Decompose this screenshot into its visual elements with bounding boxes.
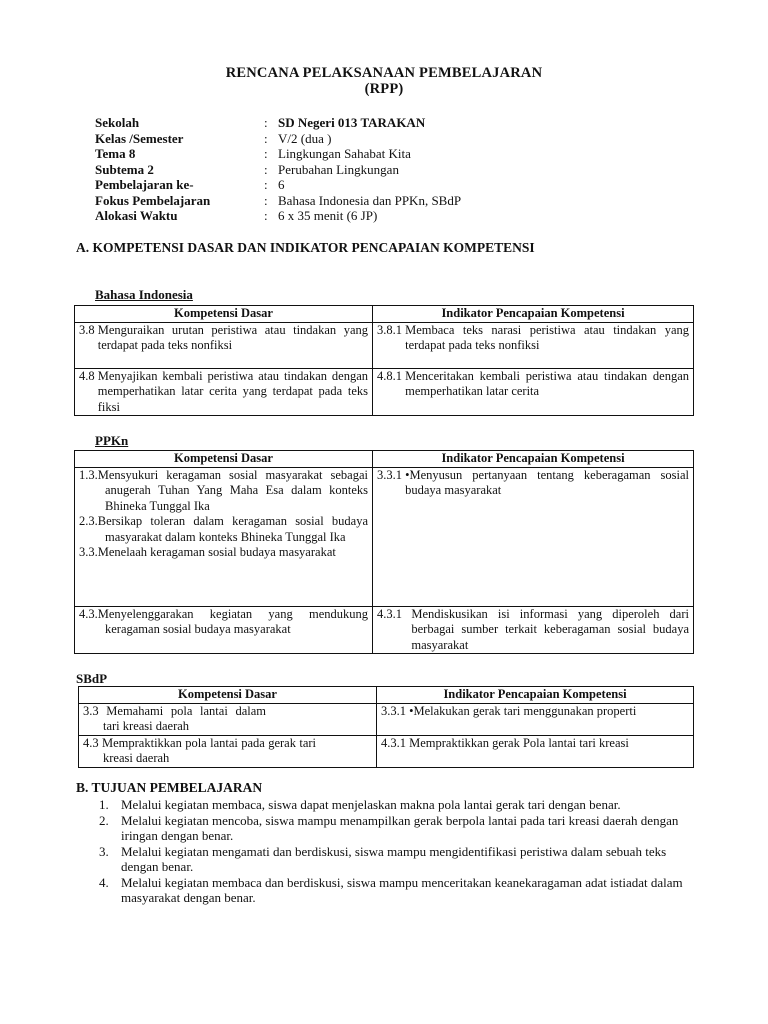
ipk-text: Menceritakan kembali peristiwa atau tindakan dengan memperhatikan latar cerita: [405, 368, 689, 398]
meta-label: Pembelajaran ke-: [95, 177, 194, 192]
goal-text: Melalui kegiatan mengamati dan berdiskusi, siswa mampu mengidentifikasi peristiwa dalam sebuah teks dengan benar.: [121, 843, 667, 874]
meta-label: Kelas /Semester: [95, 130, 184, 146]
section-b-heading: B. TUJUAN PEMBELAJARAN: [76, 780, 263, 795]
meta-colon: :: [264, 208, 268, 223]
header-ipk: Indikator Pencapaian Kompetensi: [373, 306, 694, 323]
kd-number: 4.8: [79, 368, 95, 383]
goal-number: 1.: [99, 797, 109, 812]
bahasa-table: [74, 305, 694, 416]
goal-text: Melalui kegiatan mencoba, siswa mampu menampilkan gerak berpola lantai pada tari kreasi daerah dengan iringan dengan benar.: [121, 812, 679, 843]
meta-colon: :: [264, 115, 268, 130]
ipk-cell: [373, 322, 694, 368]
table-header-row: [79, 687, 694, 704]
ipk-text: Mendiskusikan isi informasi yang diperoleh dari berbagai sumber terkait keberagaman sosial budaya masyarakat: [411, 606, 689, 652]
ipk-text: Membaca teks narasi peristiwa atau tindakan yang terdapat pada teks nonfiksi: [405, 322, 689, 352]
header-kd: Kompetensi Dasar: [75, 451, 373, 468]
kd-text: 3.3.Menelaah keragaman sosial budaya masyarakat: [79, 545, 336, 559]
ipk-number: 4.3.1: [377, 606, 402, 621]
sbdp-heading: SBdP: [76, 671, 108, 686]
meta-colon: :: [264, 146, 268, 161]
header-kd: Kompetensi Dasar: [75, 306, 373, 323]
ipk-cell: [373, 368, 694, 416]
goal-number: 4.: [99, 874, 109, 890]
ipk-number: 3.3.1: [377, 467, 402, 482]
page-title: RENCANA PELAKSANAAN PEMBELAJARAN: [225, 65, 543, 81]
meta-colon: :: [264, 177, 268, 192]
header-kd: Kompetensi Dasar: [79, 687, 377, 704]
meta-label: Subtema 2: [95, 161, 154, 177]
list-item: [99, 797, 691, 813]
goal-text: Melalui kegiatan membaca dan berdiskusi, siswa mampu menceritakan keanekaragaman adat istiadat dalam masyarakat dengan benar.: [121, 874, 683, 905]
kd-cell: [75, 606, 373, 654]
meta-colon: :: [264, 161, 268, 177]
list-item: [99, 875, 691, 906]
table-header-row: [75, 451, 694, 468]
sbdp-table: [78, 686, 694, 768]
kd-number: 3.8: [79, 322, 95, 337]
kd-cell: [75, 467, 373, 606]
meta-value: 6 x 35 menit (6 JP): [278, 208, 378, 223]
ppkn-heading: PPKn: [95, 433, 129, 448]
meta-value: V/2 (dua ): [278, 130, 332, 146]
list-item: [99, 844, 691, 875]
ipk-cell: [377, 735, 694, 767]
ipk-number: 3.8.1: [377, 322, 402, 337]
goals-list: [99, 797, 691, 906]
meta-colon: :: [264, 192, 268, 208]
table-row: [75, 467, 694, 606]
table-row: [75, 606, 694, 654]
section-a-heading: A. KOMPETENSI DASAR DAN INDIKATOR PENCAPAIAN KOMPETENSI: [76, 240, 535, 255]
header-ipk: Indikator Pencapaian Kompetensi: [373, 451, 694, 468]
meta-value: Lingkungan Sahabat Kita: [278, 146, 411, 161]
meta-label: Alokasi Waktu: [95, 208, 178, 223]
meta-value: SD Negeri 013 TARAKAN: [278, 115, 426, 130]
ipk-text: •Menyusun pertanyaan tentang keberagaman sosial budaya masyarakat: [405, 467, 689, 497]
meta-label: Tema 8: [95, 146, 136, 161]
table-row: [75, 322, 694, 368]
kd-text: 4.3.Menyelenggarakan kegiatan yang mendukung keragaman sosial budaya masyarakat: [79, 606, 368, 636]
kd-cell: [79, 735, 377, 767]
ipk-cell: [377, 703, 694, 735]
header-ipk: Indikator Pencapaian Kompetensi: [377, 687, 694, 704]
kd-cell: [75, 322, 373, 368]
ipk-cell: [373, 467, 694, 606]
ppkn-table: [74, 450, 694, 654]
ipk-text: Mempraktikkan gerak Pola lantai tari kreasi: [409, 735, 629, 750]
meta-colon: :: [264, 130, 268, 146]
goal-text: Melalui kegiatan membaca, siswa dapat menjelaskan makna pola lantai gerak tari dengan benar.: [121, 797, 621, 812]
kd-text: Menguraikan urutan peristiwa atau tindakan yang terdapat pada teks nonfiksi: [97, 322, 368, 352]
ipk-number: 4.8.1: [377, 368, 402, 383]
ipk-number: 3.3.1: [381, 703, 406, 718]
bahasa-heading: Bahasa Indonesia: [95, 287, 193, 302]
meta-label: Fokus Pembelajaran: [95, 192, 211, 208]
meta-value: Bahasa Indonesia dan PPKn, SBdP: [278, 192, 462, 208]
table-row: [79, 703, 694, 735]
ipk-number: 4.3.1: [381, 735, 406, 750]
table-row: [75, 368, 694, 416]
kd-text: Menyajikan kembali peristiwa atau tindakan dengan memperhatikan latar cerita yang terdapat pada teks fiksi: [97, 368, 368, 414]
meta-label: Sekolah: [95, 115, 140, 130]
kd-text: 3.3 Memahami pola lantai dalam tari kreasi daerah: [83, 703, 266, 733]
kd-cell: [75, 368, 373, 416]
kd-text: 2.3.Bersikap toleran dalam keragaman sosial budaya masyarakat dalam konteks Bhineka Tunggal Ika: [79, 514, 368, 544]
table-row: [79, 735, 694, 767]
table-header-row: [75, 306, 694, 323]
kd-text: 4.3 Mempraktikkan pola lantai pada gerak tari kreasi daerah: [83, 735, 316, 765]
meta-value: 6: [278, 177, 285, 192]
meta-value: Perubahan Lingkungan: [278, 161, 399, 177]
ipk-text: •Melakukan gerak tari menggunakan properti: [409, 703, 637, 718]
goal-number: 3.: [99, 843, 109, 859]
kd-cell: [79, 703, 377, 735]
page-subtitle: (RPP): [364, 81, 404, 97]
ipk-cell: [373, 606, 694, 654]
list-item: [99, 813, 691, 844]
goal-number: 2.: [99, 812, 109, 828]
kd-text: 1.3.Mensyukuri keragaman sosial masyarakat sebagai anugerah Tuhan Yang Maha Esa dalam konteks Bhineka Tunggal Ika: [79, 467, 368, 513]
